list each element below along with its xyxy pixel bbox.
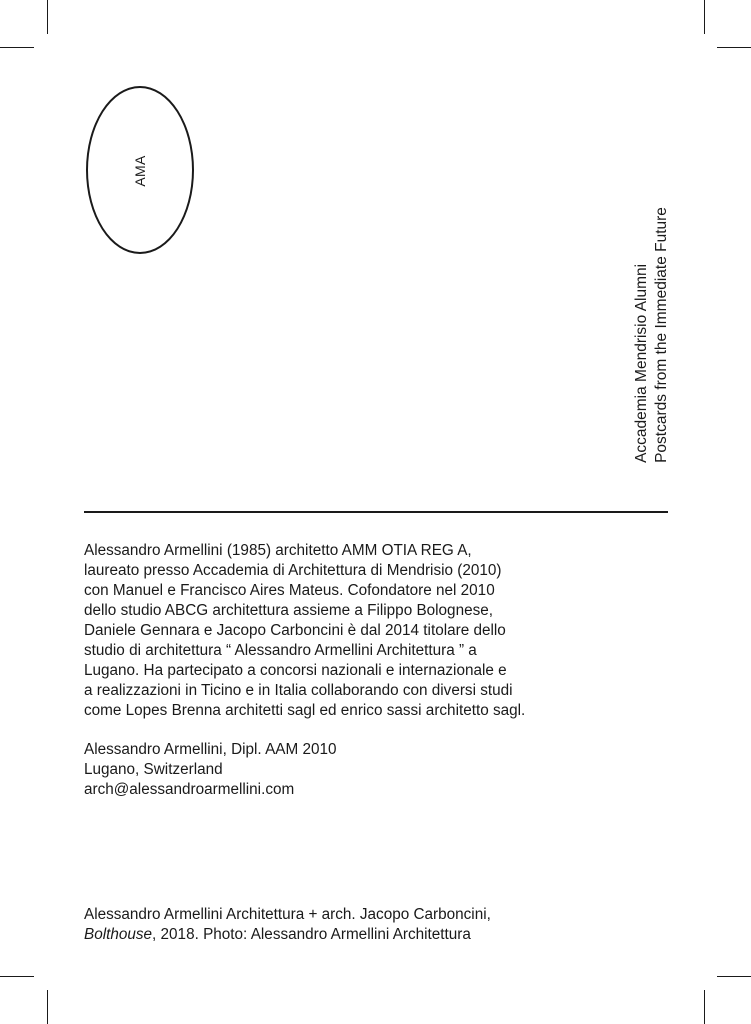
contact-block [84, 740, 337, 800]
biography [84, 541, 604, 721]
caption-project-title: Bolthouse [84, 926, 153, 943]
side-title-line-2: Postcards from the Immediate Future [653, 207, 670, 463]
contact-email[interactable]: arch@alessandroarmellini.com [84, 781, 295, 798]
bio-line: dello studio ABCG architettura assieme a Filippo Bolognese, [84, 602, 493, 619]
contact-name: Alessandro Armellini, Dipl. AAM 2010 [84, 741, 337, 758]
bio-line: con Manuel e Francisco Aires Mateus. Cofondatore nel 2010 [84, 582, 495, 599]
bio-line: Daniele Gennara e Jacopo Carboncini è dal 2014 titolare dello [84, 622, 506, 639]
ama-logo-text: AMA [132, 155, 148, 187]
crop-mark-bottom-left-vertical [47, 990, 48, 1024]
photo-caption [84, 905, 491, 945]
crop-mark-top-left-horizontal [0, 47, 34, 48]
crop-mark-bottom-right-vertical [704, 990, 705, 1024]
side-title [632, 207, 672, 463]
crop-mark-bottom-right-horizontal [717, 976, 751, 977]
caption-line-2-rest: , 2018. Photo: Alessandro Armellini Architettura [152, 926, 471, 943]
crop-mark-top-right-vertical [704, 0, 705, 34]
bio-line: come Lopes Brenna architetti sagl ed enrico sassi architetto sagl. [84, 702, 526, 719]
caption-line-2 [84, 925, 491, 945]
bio-line: Alessandro Armellini (1985) architetto AMM OTIA REG A, [84, 542, 472, 559]
crop-mark-top-left-vertical [47, 0, 48, 34]
bio-line: laureato presso Accademia di Architettura di Mendrisio (2010) [84, 562, 502, 579]
caption-line-1: Alessandro Armellini Architettura + arch. Jacopo Carboncini, [84, 906, 491, 923]
bio-line: Lugano. Ha partecipato a concorsi nazionali e internazionale e [84, 662, 507, 679]
side-title-line-1: Accademia Mendrisio Alumni [633, 263, 650, 463]
bio-line: studio di architettura “ Alessandro Armellini Architettura ” a [84, 642, 477, 659]
bio-line: a realizzazioni in Ticino e in Italia collaborando con diversi studi [84, 682, 513, 699]
crop-mark-bottom-left-horizontal [0, 976, 34, 977]
contact-location: Lugano, Switzerland [84, 761, 223, 778]
divider-rule [84, 511, 668, 513]
crop-mark-top-right-horizontal [717, 47, 751, 48]
